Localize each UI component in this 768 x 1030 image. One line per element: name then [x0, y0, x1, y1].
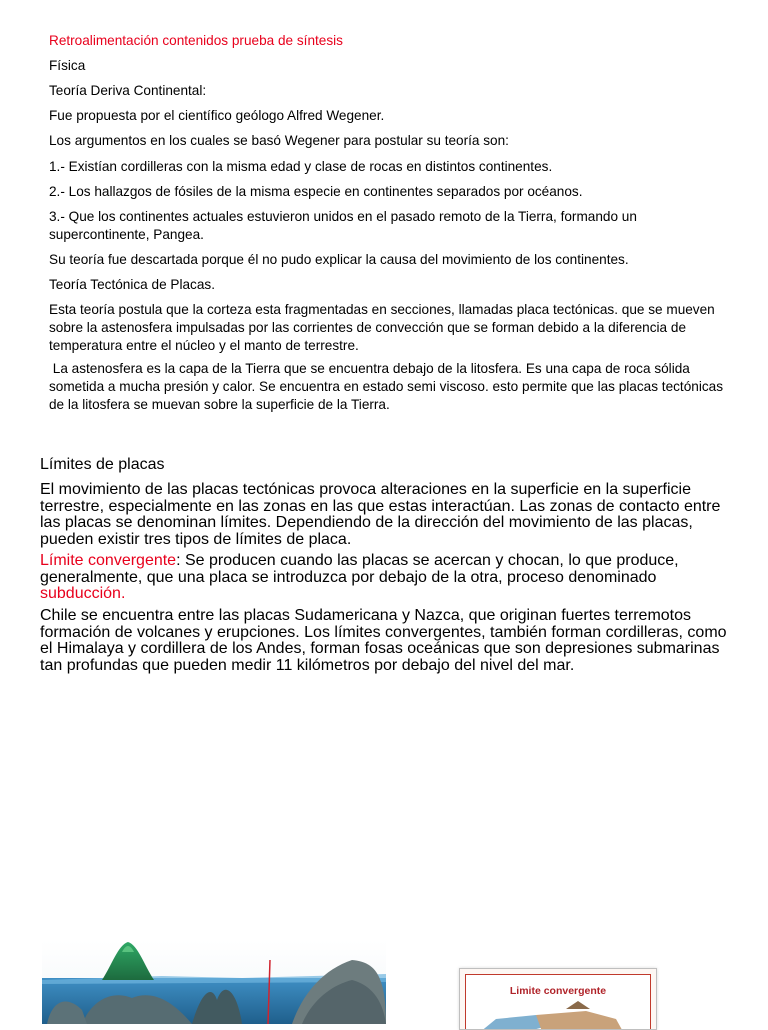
chile-paragraph: Chile se encuentra entre las placas Sudamericana y Nazca, que originan fuertes terremotos formación de volcanes y erupciones. Los límites convergentes, también forman cordilleras, como el Himalaya y cordillera de los Andes, forman fosas oceánicas que son depresiones submarinas tan profundas que pueden medir 11 kilómetros por debajo del nivel del mar. — [40, 607, 727, 674]
convergent-limit-card — [459, 968, 657, 1030]
argument-1: 1.- Existían cordilleras con la misma edad y clase de rocas en distintos continentes. — [49, 159, 553, 174]
subduction-term: subducción. — [40, 585, 126, 603]
arguments-intro: Los argumentos en los cuales se basó Wegener para postular su teoría son: — [49, 133, 509, 148]
plate-limits-heading: Límites de placas — [40, 456, 165, 473]
argument-2: 2.- Los hallazgos de fósiles de la misma especie en continentes separados por océanos. — [49, 184, 583, 199]
plate-diagram-image — [466, 997, 650, 1030]
card-title: Limite convergente — [509, 985, 607, 997]
theory1-title: Teoría Deriva Continental: — [49, 83, 207, 98]
theory2-title: Teoría Tectónica de Placas. — [49, 277, 215, 292]
theory1-author: Fue propuesta por el científico geólogo Alfred Wegener. — [49, 108, 385, 123]
card-frame — [465, 974, 651, 1030]
subject-label: Física — [49, 58, 86, 73]
landscape-image — [42, 940, 386, 1024]
argument-3: 3.- Que los continentes actuales estuvieron unidos en el pasado remoto de la Tierra, formando un supercontinente, Pangea. — [49, 209, 637, 242]
document-title: Retroalimentación contenidos prueba de síntesis — [49, 33, 343, 48]
theory2-description: Esta teoría postula que la corteza esta fragmentadas en secciones, llamadas placa tectónicas. que se mueven sobre la astenosfera impulsadas por las corrientes de convección que se forman debido a la diferencia de temperatura entre el núcleo y el manto de terrestre. — [49, 302, 715, 353]
asthenosphere-text: La astenosfera es la capa de la Tierra que se encuentra debajo de la litosfera. Es una capa de roca sólida sometida a mucha presión y calor. Se encuentra en estado semi viscoso. esto permite que las placas tectónicas de la litosfera se muevan sobre la superficie de la Tierra. — [49, 361, 727, 412]
convergent-paragraph — [40, 553, 730, 603]
convergent-term: Límite convergente — [40, 552, 177, 569]
convergent-text: : Se producen cuando las placas se acercan y chocan, lo que produce, generalmente, que una placa se introduzca por debajo de la otra, proceso denominado — [40, 552, 679, 586]
discarded-text: Su teoría fue descartada porque él no pudo explicar la causa del movimiento de los continentes. — [49, 252, 629, 267]
plate-limits-paragraph: El movimiento de las placas tectónicas provoca alteraciones en la superficie en la superficie terrestre, especialmente en las zonas en las que estas interactúan. Las zonas de contacto entre las placas se denominan límites. Dependiendo de la dirección del movimiento de las placas, pueden existir tres tipos de límites de placa. — [40, 481, 721, 548]
convergent-boundary-illustration — [42, 940, 386, 1024]
